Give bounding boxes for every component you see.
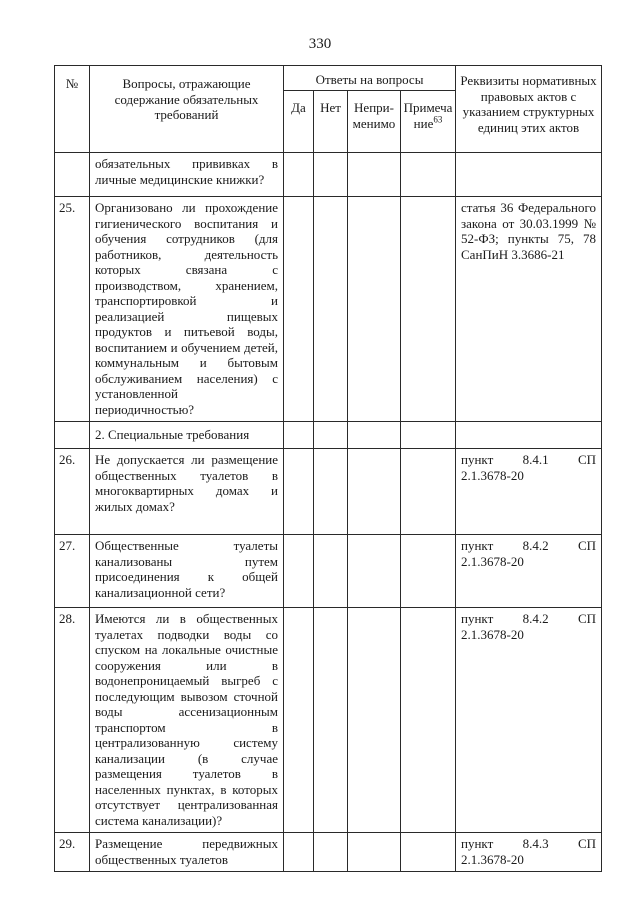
question-cell: Имеются ли в общественных туалетах подводки воды со спуском на локальные очистные сооружения или в водонепроницаемый выгреб с последующим вывозом сточной воды ассенизационным транспортом в централизованную систему канализации (в случае размещения туалетов в населенных пунктах, в которых отсутствует централизованная система канализации)?	[90, 608, 284, 833]
answer-no-cell	[314, 449, 348, 535]
header-note-text: Примеча ние	[403, 100, 453, 131]
answer-no-cell	[314, 422, 348, 449]
answer-no-cell	[314, 608, 348, 833]
requisites-cell: статья 36 Федерального закона от 30.03.1999 № 52-ФЗ; пункты 75, 78 СанПиН 3.3686-21	[456, 197, 602, 422]
answer-na-cell	[348, 153, 401, 197]
answer-na-cell	[348, 197, 401, 422]
requisites-cell	[456, 422, 602, 449]
answer-na-cell	[348, 608, 401, 833]
table-row	[55, 153, 602, 197]
row-number: 28.	[55, 608, 90, 833]
answer-na-cell	[348, 422, 401, 449]
answer-yes-cell	[284, 449, 314, 535]
answer-yes-cell	[284, 197, 314, 422]
header-no: Нет	[314, 91, 348, 153]
question-cell: Общественные туалеты канализованы путем присоединения к общей канализационной сети?	[90, 535, 284, 608]
question-cell: Размещение передвижных общественных туалетов	[90, 833, 284, 872]
answer-yes-cell	[284, 535, 314, 608]
question-cell: Не допускается ли размещение общественных туалетов в многоквартирных домах и жилых домах?	[90, 449, 284, 535]
header-requisites: Реквизиты нормативных правовых актов с указанием структурных единиц этих актов	[456, 66, 602, 153]
answer-no-cell	[314, 833, 348, 872]
answer-note-cell	[401, 422, 456, 449]
header-not-applicable: Непри-менимо	[348, 91, 401, 153]
requisites-cell: пункт 8.4.1 СП 2.1.3678-20	[456, 449, 602, 535]
table-row	[55, 449, 602, 535]
answer-no-cell	[314, 197, 348, 422]
requisites-cell: пункт 8.4.2 СП 2.1.3678-20	[456, 608, 602, 833]
requisites-cell: пункт 8.4.3 СП 2.1.3678-20	[456, 833, 602, 872]
answer-note-cell	[401, 535, 456, 608]
table-row	[55, 833, 602, 872]
row-number	[55, 153, 90, 197]
row-number: 27.	[55, 535, 90, 608]
answer-yes-cell	[284, 422, 314, 449]
header-number: №	[55, 66, 90, 153]
section-row	[55, 422, 602, 449]
section-title: 2. Специальные требования	[90, 422, 284, 449]
row-number	[55, 422, 90, 449]
answer-yes-cell	[284, 608, 314, 833]
answer-note-cell	[401, 153, 456, 197]
question-cell: Организовано ли прохождение гигиенического воспитания и обучения сотрудников (для работников, деятельность которых связана с производством, хранением, транспортировкой и реализацией пищевых продуктов и питьевой воды, воспитанием и обучением детей, коммунальным и бытовым обслуживанием населения) с установленной периодичностью?	[90, 197, 284, 422]
answer-na-cell	[348, 833, 401, 872]
header-yes: Да	[284, 91, 314, 153]
requisites-cell	[456, 153, 602, 197]
answer-no-cell	[314, 535, 348, 608]
row-number: 26.	[55, 449, 90, 535]
answer-yes-cell	[284, 153, 314, 197]
question-cell: обязательных прививках в личные медицинские книжки?	[90, 153, 284, 197]
row-number: 25.	[55, 197, 90, 422]
requirements-table	[54, 65, 602, 872]
row-number: 29.	[55, 833, 90, 872]
answer-note-cell	[401, 449, 456, 535]
answer-no-cell	[314, 153, 348, 197]
answer-na-cell	[348, 449, 401, 535]
answer-note-cell	[401, 197, 456, 422]
header-answers: Ответы на вопросы	[284, 66, 456, 91]
table-row	[55, 197, 602, 422]
requisites-cell: пункт 8.4.2 СП 2.1.3678-20	[456, 535, 602, 608]
answer-note-cell	[401, 608, 456, 833]
page-number: 330	[308, 36, 332, 52]
answer-note-cell	[401, 833, 456, 872]
header-note	[401, 91, 456, 153]
header-note-footnote: 63	[433, 114, 443, 125]
table-row	[55, 608, 602, 833]
answer-na-cell	[348, 535, 401, 608]
table-row	[55, 535, 602, 608]
header-questions: Вопросы, отражающие содержание обязательных требований	[90, 66, 284, 153]
answer-yes-cell	[284, 833, 314, 872]
